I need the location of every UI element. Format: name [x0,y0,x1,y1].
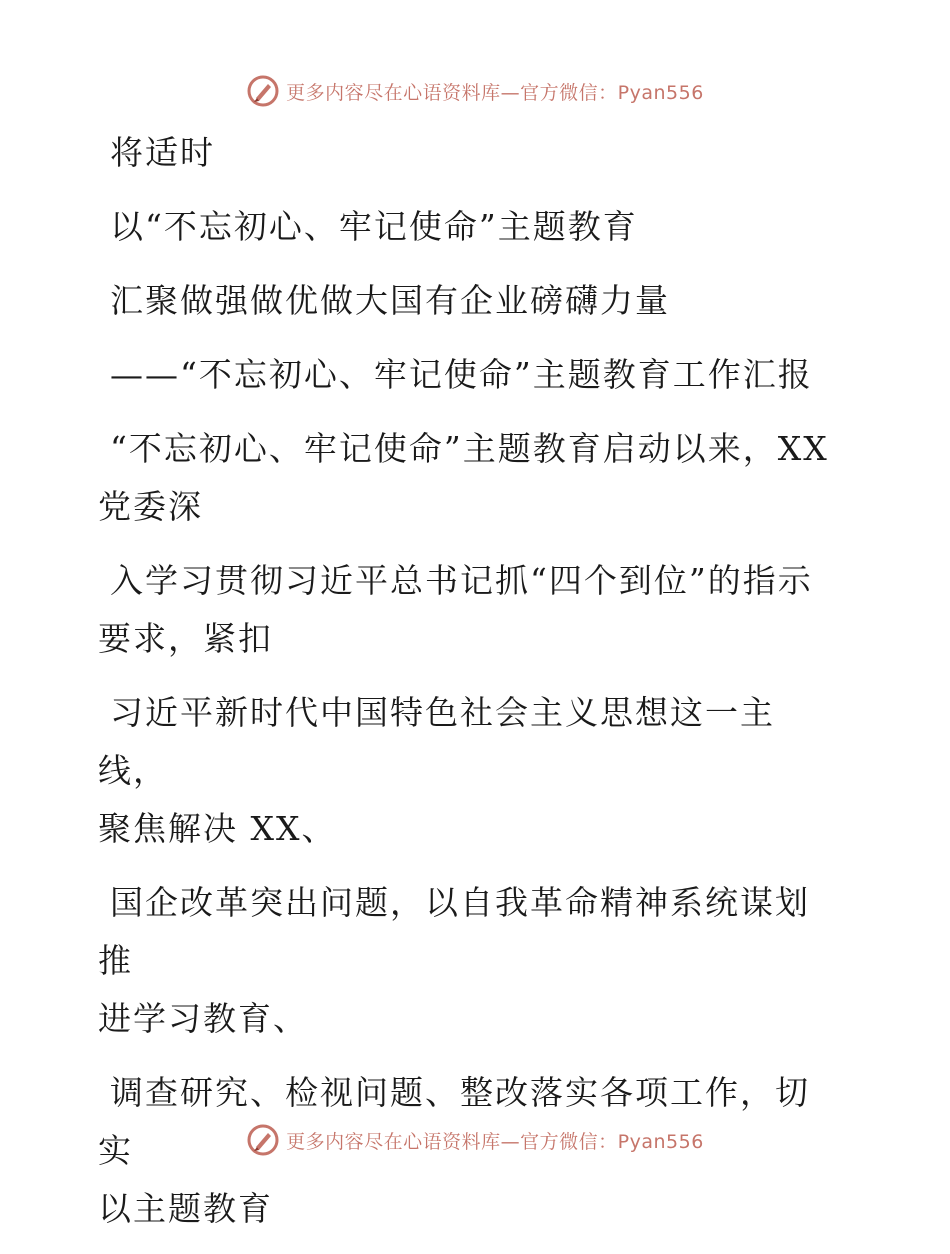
text-line: 党委深 [98,487,203,526]
paragraph [98,420,833,536]
text-line: 以“不忘初心、牢记使命”主题教育 [110,207,638,246]
paragraph [98,124,833,182]
text-line: 要求，紧扣 [98,619,273,658]
text-line: 习近平新时代中国特色社会主义思想这一主线， [98,693,775,790]
text-line: 汇聚做强做优做大国有企业磅礴力量 [110,281,670,320]
footer-watermark [0,1123,950,1157]
text-line: 进学习教育、 [98,999,308,1038]
paragraph [98,198,833,256]
text-line: ——“不忘初心、牢记使命”主题教育工作汇报 [110,355,813,394]
text-line: 入学习贯彻习近平总书记抓“四个到位”的指示 [110,561,813,600]
document-body [98,124,833,1254]
text-line: 将适时 [110,133,215,172]
text-line: “不忘初心、牢记使命”主题教育启动以来，XX [110,429,829,468]
text-line: 聚焦解决 XX、 [98,809,337,848]
pen-logo-icon [246,1123,280,1157]
watermark-text: 更多内容尽在心语资料库—官方微信：Pyan556 [286,81,704,104]
pen-logo-icon [246,74,280,108]
paragraph [98,874,833,1048]
watermark-text: 更多内容尽在心语资料库—官方微信：Pyan556 [286,1130,704,1153]
header-watermark [0,74,950,108]
paragraph [98,272,833,330]
paragraph [98,346,833,404]
paragraph [98,552,833,668]
paragraph [98,684,833,858]
text-line: 以主题教育 [98,1189,273,1228]
text-line: 国企改革突出问题，以自我革命精神系统谋划推 [98,883,810,980]
text-line: 调查研究、检视问题、整改落实各项工作，切实 [98,1073,810,1170]
